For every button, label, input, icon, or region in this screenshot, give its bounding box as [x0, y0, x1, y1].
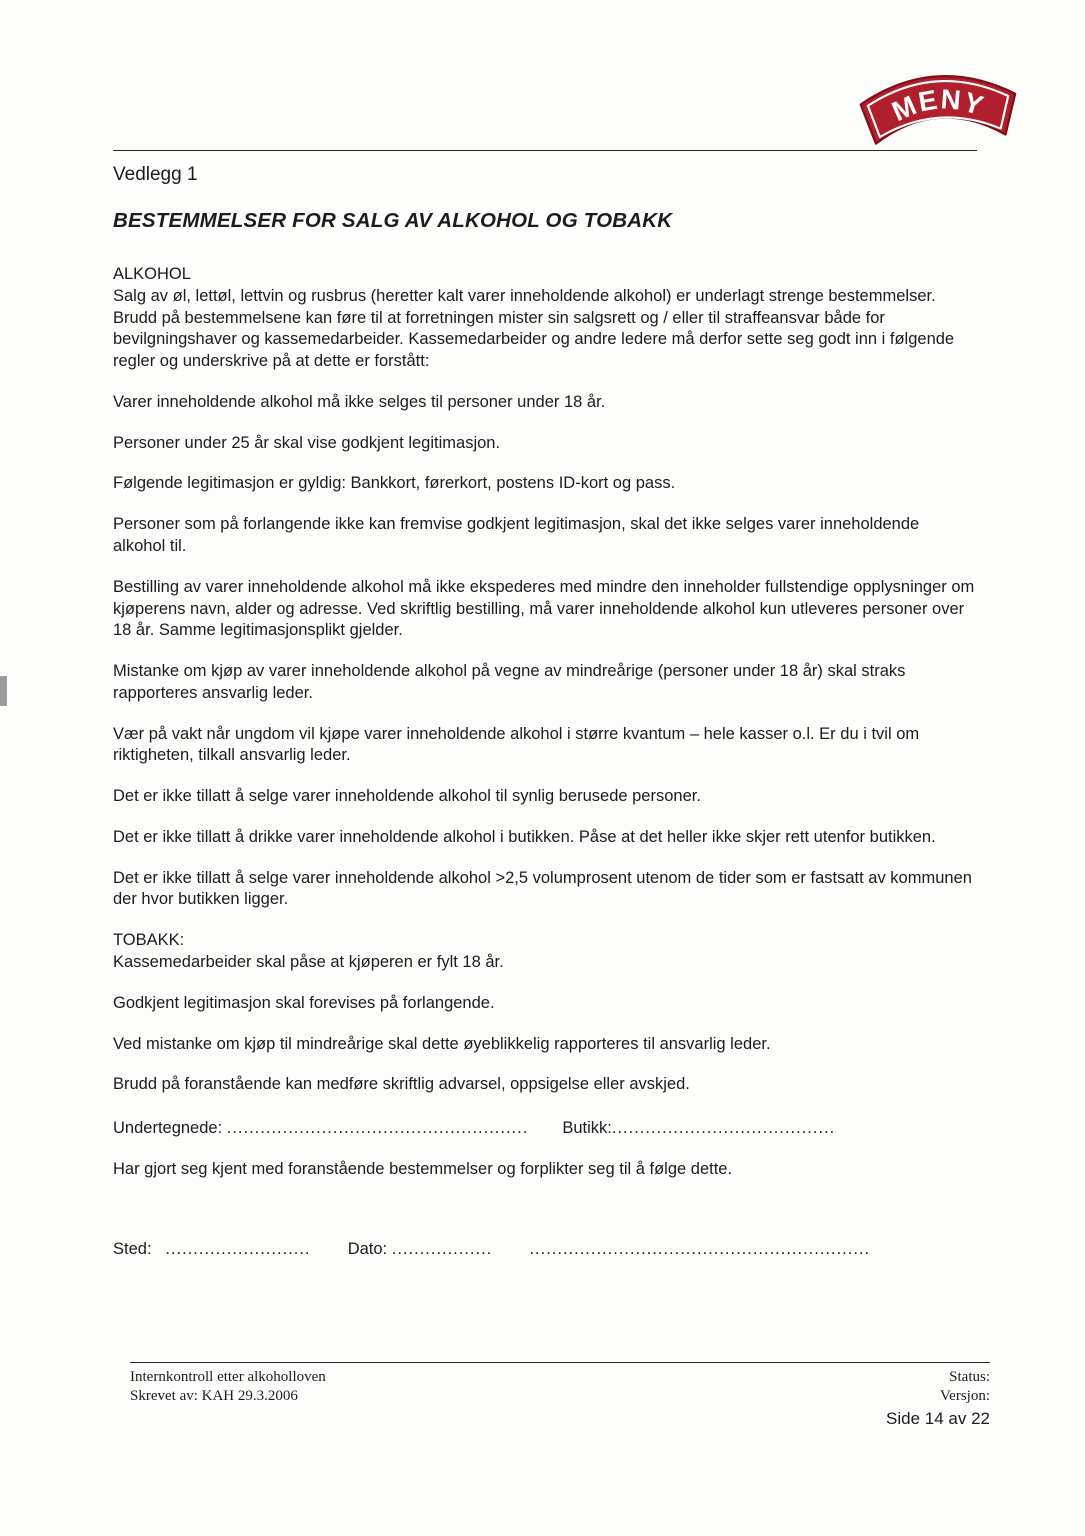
signature-row	[113, 1118, 975, 1140]
butikk-label: Butikk:	[562, 1119, 612, 1138]
extra-signature-line: .............................................................	[529, 1239, 871, 1258]
footer-version-label: Versjon:	[940, 1387, 990, 1404]
paragraph-rule-6: Mistanke om kjøp av varer inneholdende alkohol på vegne av mindreårige (personer under 18 år) skal straks rapporteres ansvarlig leder.	[113, 662, 906, 702]
attachment-label: Vedlegg 1	[113, 164, 198, 185]
dato-line: ..................	[391, 1239, 493, 1258]
sted-line: ..........................	[165, 1239, 311, 1258]
paragraph-rule-10: Det er ikke tillatt å selge varer inneholdende alkohol >2,5 volumprosent utenom de tider som er fastsatt av kommunen der hvor butikken ligger.	[113, 868, 972, 909]
paragraph-alkohol-intro: Salg av øl, lettøl, lettvin og rusbrus (heretter kalt varer inneholdende alkohol) er underlagt strenge bestemmelser. Brudd på bestemmelsene kan føre til at forretningen mister sin salgsrett og / eller til straffeansvar både for bevilgningshaver og kassemedarbeider. Kassemedarbeider og andre ledere må derfor sette seg godt inn i følgende regler og underskrive på at dette er forstått:	[113, 286, 955, 371]
undertegnede-signature-line: ......................................................	[226, 1119, 529, 1138]
page-footer	[130, 1362, 990, 1429]
paragraph-rule-7: Vær på vakt når ungdom vil kjøpe varer inneholdende alkohol i større kvantum – hele kasser o.l. Er du i tvil om riktigheten, tilkall ansvarlig leder.	[113, 724, 920, 765]
section-heading-tobakk: TOBAKK:	[113, 931, 185, 950]
footer-page-number: Side 14 av 22	[886, 1408, 990, 1428]
footer-author: Skrevet av: KAH 29.3.2006	[130, 1387, 298, 1404]
header-rule	[113, 150, 977, 151]
section-heading-alkohol: ALKOHOL	[113, 265, 191, 284]
scan-artifact	[0, 676, 7, 706]
footer-left	[130, 1368, 326, 1429]
footer-right	[886, 1368, 990, 1429]
footer-rule	[130, 1362, 990, 1363]
paragraph-rule-8: Det er ikke tillatt å selge varer inneholdende alkohol til synlig berusede personer.	[113, 787, 701, 806]
meny-logo-badge	[846, 44, 1031, 156]
paragraph-tobakk-3: Ved mistanke om kjøp til mindreårige skal dette øyeblikkelig rapporteres til ansvarlig leder.	[113, 1034, 771, 1053]
butikk-signature-line: ........................................	[611, 1119, 836, 1138]
meny-logo-text: MENY	[887, 83, 989, 128]
footer-status-label: Status:	[949, 1369, 990, 1385]
paragraph-rule-9: Det er ikke tillatt å drikke varer inneholdende alkohol i butikken. Påse at det heller ikke skjer rett utenfor butikken.	[113, 827, 936, 846]
paragraph-rule-5: Bestilling av varer inneholdende alkohol må ikke ekspederes med mindre den inneholder fullstendige opplysninger om kjøperens navn, alder og adresse. Ved skriftlig bestilling, må varer inneholdende alkohol kun utleveres personer over 18 år. Samme legitimasjonsplikt gjelder.	[113, 577, 975, 640]
section-tobakk	[113, 930, 975, 1096]
paragraph-rule-2: Personer under 25 år skal vise godkjent legitimasjon.	[113, 433, 501, 452]
document-title: BESTEMMELSER FOR SALG AV ALKOHOL OG TOBAKK	[113, 209, 673, 233]
paragraph-tobakk-2: Godkjent legitimasjon skal forevises på forlangende.	[113, 993, 495, 1012]
footer-doc-name: Internkontroll etter alkoholloven	[130, 1369, 326, 1385]
paragraph-tobakk-4: Brudd på foranstående kan medføre skriftlig advarsel, oppsigelse eller avskjed.	[113, 1075, 690, 1094]
sted-label: Sted:	[113, 1239, 152, 1258]
dato-label: Dato:	[347, 1239, 388, 1258]
document-content	[113, 162, 975, 1260]
meny-logo	[846, 44, 1031, 156]
paragraph-rule-4: Personer som på forlangende ikke kan fremvise godkjent legitimasjon, skal det ikke selges varer inneholdende alkohol til.	[113, 515, 920, 556]
undertegnede-label: Undertegnede:	[113, 1119, 223, 1138]
paragraph-rule-3: Følgende legitimasjon er gyldig: Bankkort, førerkort, postens ID-kort og pass.	[113, 474, 676, 493]
paragraph-tobakk-1: Kassemedarbeider skal påse at kjøperen er fylt 18 år.	[113, 952, 504, 971]
sted-dato-row	[113, 1239, 975, 1261]
paragraph-rule-1: Varer inneholdende alkohol må ikke selges til personer under 18 år.	[113, 392, 606, 411]
signature-confirmation-text: Har gjort seg kjent med foranstående bestemmelser og forplikter seg til å følge dette.	[113, 1159, 733, 1178]
